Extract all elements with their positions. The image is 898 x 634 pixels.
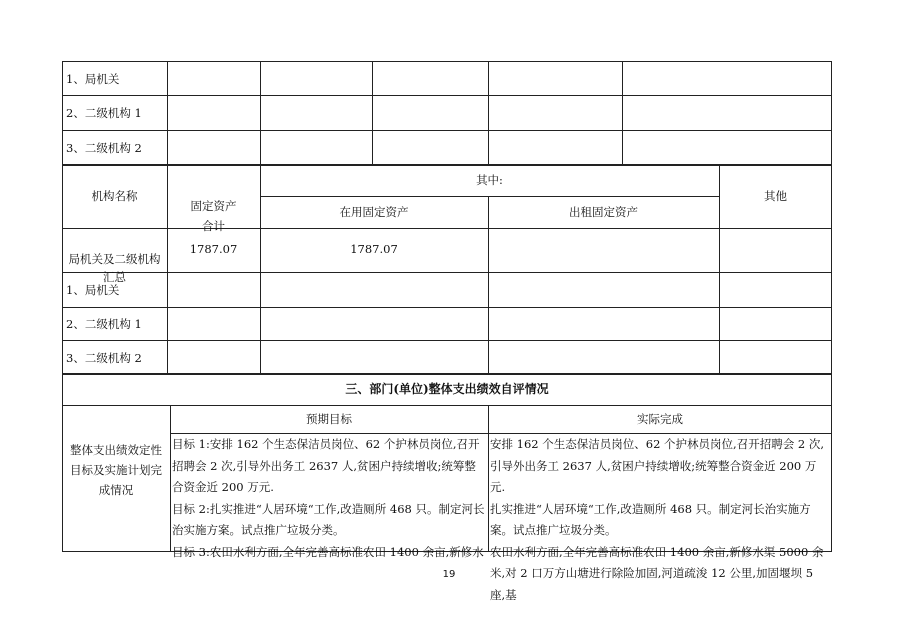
section3-title: 三、部门(单位)整体支出绩效自评情况 (345, 382, 549, 396)
summary-in-use-value: 1787.07 (350, 242, 398, 256)
table-a (62, 61, 832, 165)
header-leased-assets: 出租固定资产 (569, 205, 638, 219)
table-a-row-3: 3、二级机构 2 (66, 141, 142, 155)
assets-row-2: 2、二级机构 1 (66, 317, 142, 331)
assets-row-3: 3、二级机构 2 (66, 351, 142, 365)
actual-paragraph-2: 扎实推进“人居环境“工作,改造厕所 468 只。制定河长治实施方案。试点推广垃圾分类。 (490, 501, 811, 537)
section3-row-label: 整体支出绩效定性目标及实施计划完成情况 (70, 443, 162, 497)
assets-row-1: 1、局机关 (66, 283, 120, 297)
actual-paragraph-1: 安排 162 个生态保洁员岗位、62 个护林员岗位,召开招聘会 2 次,引导外出务工 2637 人,贫困户持续增收;统筹整合资金近 200 万元. (490, 437, 824, 494)
header-of-which: 其中: (476, 173, 503, 187)
expected-paragraph-1: 目标 1:安排 162 个生态保洁员岗位、62 个护林员岗位,召开招聘会 2 次,引导外出务工 2637 人,贫困户持续增收;统筹整合资金近 200 万元. (172, 437, 480, 494)
header-org-name: 机构名称 (91, 189, 138, 203)
column-actual: 实际完成 (637, 412, 683, 426)
summary-total-value: 1787.07 (189, 242, 238, 256)
expected-paragraph-2: 目标 2:扎实推进“人居环境“工作,改造厕所 468 只。制定河长治实施方案。试点推广垃圾分类。 (172, 501, 485, 537)
expected-text (172, 434, 486, 559)
page-number: 19 (442, 569, 456, 580)
header-in-use-assets: 在用固定资产 (339, 205, 409, 219)
header-other: 其他 (764, 189, 787, 203)
table-a-row-2: 2、二级机构 1 (66, 106, 142, 120)
actual-paragraph-3: 农田水利方面,全年完善高标准农田 1400 余亩,新修水渠 5000 余米,对 2 口万方山塘进行除险加固,河道疏浚 12 公里,加固堰坝 5 座,基 (490, 544, 824, 602)
table-a-row-1: 1、局机关 (66, 72, 120, 86)
summary-row-label: 局机关及二级机构 汇总 (68, 252, 161, 284)
expected-paragraph-3: 目标 3:农田水利方面,全年完善高标准农田 1400 余亩,新修水 (172, 544, 484, 559)
actual-text (490, 434, 830, 602)
header-fixed-assets-total: 固定资产 合计 (190, 199, 237, 233)
column-expected: 预期目标 (306, 412, 352, 426)
